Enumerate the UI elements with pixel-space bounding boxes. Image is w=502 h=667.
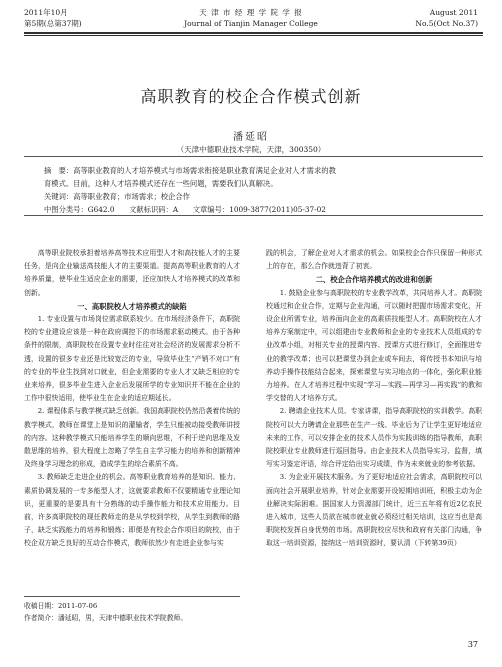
header-issue-en: No.5(Oct No.37)	[415, 19, 478, 28]
right-para-cont: 践的机会，了解企业对人才需求的机会。如果校企合作只保留一种形式上的存在，那么合作就违背了初衷。	[266, 249, 482, 271]
left-para-3: 3. 教师缺乏走进企业的机会。高等职业教育培养的是知识、能力、素质协调发展的一专多能型人才，这就要求教师不仅要精通专业理论知识，更重要的是要具有十分熟练的动手操作能力和技术应用能力。目前，许多高职院校的现任教师走的是从学校到学校，从学生到教师的路子，缺乏实践能力的培养和锻炼；即便是有校企合作项目的院校，由于校企双方缺乏良好的互动合作模式，教师依然少有走进企业参与实	[24, 473, 240, 548]
abstract-classification: 中图分类号：G642.0 文献标识码：A 文章编号：1009-3877(2011)05-37-02	[44, 205, 326, 214]
abstract-line-2: 育模式。目前，这种人才培养模式还存在一些问题，需要我们认真解决。	[44, 179, 278, 188]
article-title: 高职教育的校企合作模式创新	[140, 87, 362, 106]
footnote-author-bio: 作者简介：潘延昭，男，天津中德职业技术学院教师。	[24, 614, 188, 622]
left-para-2: 2. 课程体系与教学模式缺乏创新。我国高职院校仍然沿袭着传统的教学模式，教师在课堂上是知识的灌输者，学生只能被动接受教师讲授的内容。这种教学模式只能培养学生的顺向思维，不利于逆向思维及发散思维的培养，很大程度上忽略了学生自主学习能力的培养和创新精神及终身学习理念的形成，造成学生的综合素质不高。	[24, 407, 240, 469]
left-para-intro: 高等职业院校承担着培养高等技术应用型人才和高技能人才的主要任务，是向企业输送高技能人才的主要渠道。提高高等职业教育的人才培养质量，使毕业生适应企业的需要，还应加快人才培养模式的改革和创新。	[24, 249, 240, 297]
abstract-keywords: 关键词：高等职业教育；市场需求；校企合作	[44, 192, 190, 201]
header-rule-thick	[24, 32, 483, 34]
left-para-1: 1. 专业设置与市场岗位需求联系较少。在市场经济条件下，高职院校的专业建设应该是一种在政府调控下的市场需求驱动模式。由于各种条件的限制，高职院校在设置专业时往往对社会经济的发展需求分析不透，设置的很多专业还是比较宽泛的专业，导致毕业生“产销不对口”有的专业的毕业生找到对口就业，但企业需要的专业人才又缺乏相应的专业来培养，很多毕业生进入企业后发展所学的专业知识并不能在企业的工作中很快适用，使毕业生在企业的适应期延长。	[24, 315, 240, 403]
section-heading-2: 二、校企合作培养模式的改进和创新	[315, 275, 433, 285]
article-author: 潘延昭	[233, 132, 269, 143]
header-date: 2011年10月	[24, 8, 68, 17]
right-para-2: 2. 聘请企业技术人员、专家讲课，指导高职院校的实训教学。高职院校可以大力聘请企业那些在生产一线、毕业后为了让学生更好地适应未来的工作，可以安排企业的技术人员作为实践训练的指导教师，高职院校职业专业教师进行巡回指导。由企业技术人员指导实习、监督，填写实习鉴定评语，综合评定给出实习成绩，作为未来就业的参考依据。	[266, 407, 482, 469]
abstract-line-1: 摘 要：高等职业教育的人才培养模式与市场需求衔接是职业教育满足企业对人才需求的教	[44, 166, 336, 175]
body-column-left	[24, 247, 240, 551]
header-issue: 第5期(总第37期)	[24, 19, 82, 28]
right-para-3: 3. 为企业开展技术服务。为了更好地适应社会需求，高职院校可以面向社会开展职业培养，针对企业需要开设短期培训班，积极主动为企业解决实际困难。据国家人力资源部门统计，近三五年将有近2亿农民进入城市，这些人员欲在城市就业就必须经过相关培训，这应当也是高职院校发挥自身优势的市场。高职院校应尽快和政府有关部门沟通，争取这一培训资源，接纳这一培训资源时，要认清（下转第39页）	[266, 473, 482, 548]
section-heading-1: 一、高职院校人才培养模式的缺陷	[77, 301, 187, 311]
footnote-received: 收稿日期：2011-07-06	[24, 602, 98, 610]
header-journal-en: Journal of Tianjin Manager College	[184, 19, 318, 28]
body-column-right	[266, 247, 482, 551]
page-number: 37	[467, 640, 478, 649]
header-rule-thin	[24, 35, 483, 36]
article-affiliation: （天津中德职业技术学院，天津，300350）	[176, 145, 326, 154]
header-journal-cn: 天 津 市 经 理 学 院 学 报	[199, 8, 303, 17]
right-para-1: 1. 鼓励企业参与高职院校的专业教学改革，共同培养人才。高职院校通过和企业合作，定期与企业沟通，可以随时把握市场需求变化，开设企业所需专业，培养面向企业的高素质技能型人才。高职院校在人才培养方案制定中，可以组建由专业教师和企业的专业技术人员组成的专业改革小组，对相关专业的授课内容、授课方式进行修订，全面推进专业的教学改革；也可以把课堂办到企业或车间去，将传授书本知识与培养动手操作技能结合起来，探索课堂与实习地点的一体化，强化职业能力培养。在人才培养过程中实现“学习—实践—再学习—再实践”的教和学交替的人才培养方式。	[266, 288, 482, 403]
header-date-en: August 2011	[429, 8, 478, 17]
footnote	[24, 596, 240, 624]
